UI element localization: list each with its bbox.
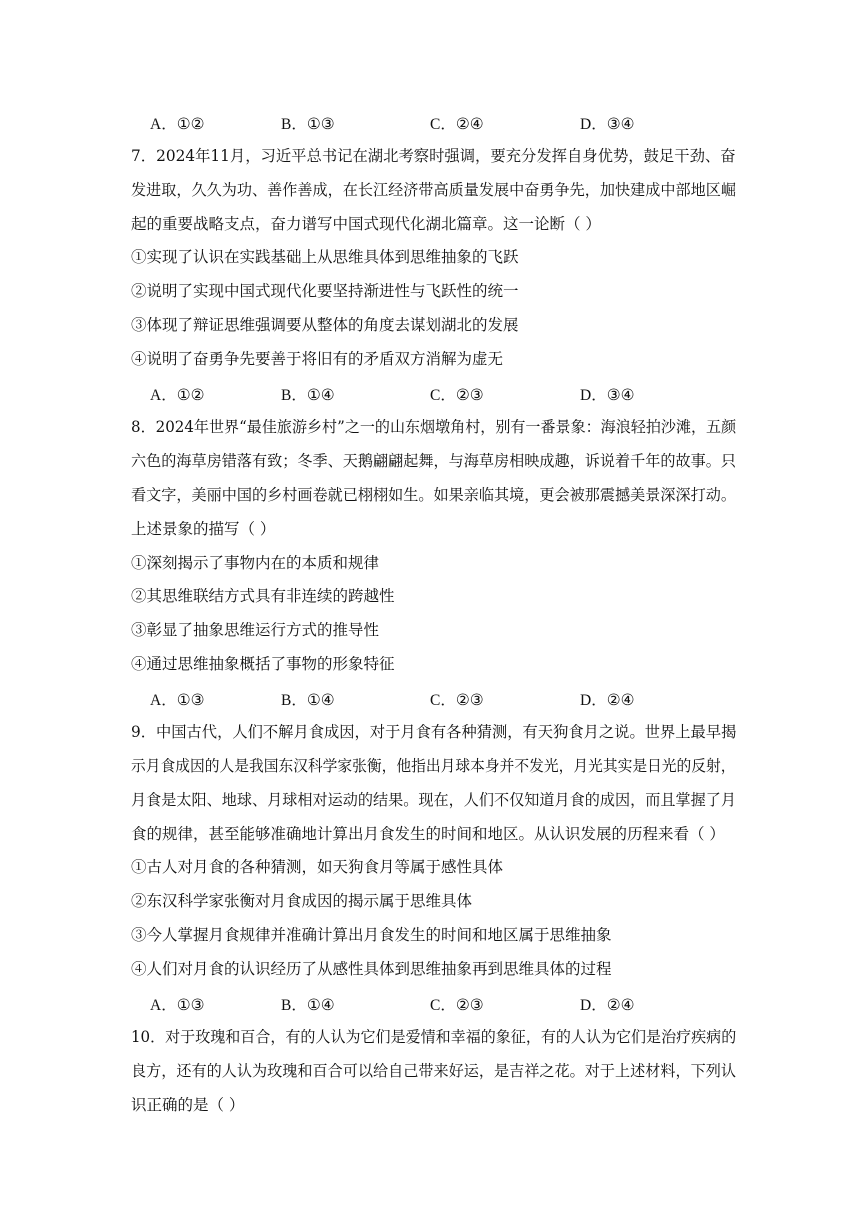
q9-stem-line: 示月食成因的人是我国东汉科学家张衡，他指出月球本身并不发光，月光其实是日光的反射， <box>131 757 736 775</box>
q9-stem-line: 9．中国古代，人们不解月食成因，对于月食有各种猜测，有天狗食月之说。世界上最早揭 <box>131 723 737 741</box>
q9-option-d: D．②④ <box>580 996 635 1014</box>
q10-stem-line: 10．对于玫瑰和百合，有的人认为它们是爱情和幸福的象征，有的人认为它们是治疗疾病的 <box>131 1028 737 1046</box>
q7-option-b: B．①④ <box>281 386 335 404</box>
q8-statement: ④通过思维抽象概括了事物的形象特征 <box>131 655 395 673</box>
q9-statement: ②东汉科学家张衡对月食成因的揭示属于思维具体 <box>131 892 473 910</box>
q7-stem-line: 发进取，久久为功、善作善成，在长江经济带高质量发展中奋勇争先，加快建成中部地区崛 <box>131 181 737 199</box>
q7-option-c: C．②③ <box>430 386 484 404</box>
q6-option-d: D．③④ <box>580 115 635 133</box>
q8-statement: ①深刻揭示了事物内在的本质和规律 <box>131 554 380 572</box>
q8-stem-line: 六色的海草房错落有致；冬季、天鹅翩翩起舞，与海草房相映成趣，诉说着千年的故事。只 <box>131 452 737 470</box>
q7-statement: ①实现了认识在实践基础上从思维具体到思维抽象的飞跃 <box>131 248 519 266</box>
q9-option-b: B．①④ <box>281 996 335 1014</box>
q9-options <box>150 993 710 1015</box>
q6-option-a: A．①② <box>150 115 205 133</box>
q7-options <box>150 383 710 405</box>
q8-option-d: D．②④ <box>580 691 635 709</box>
q8-option-a: A．①③ <box>150 691 205 709</box>
q7-stem-line: 起的重要战略支点，奋力谱写中国式现代化湖北篇章。这一论断（ ） <box>131 215 601 233</box>
q9-statement: ①古人对月食的各种猜测，如天狗食月等属于感性具体 <box>131 858 504 876</box>
q8-options <box>150 688 710 710</box>
q8-option-b: B．①④ <box>281 691 335 709</box>
q7-statement: ③体现了辩证思维强调要从整体的角度去谋划湖北的发展 <box>131 316 519 334</box>
q10-stem-line: 良方，还有的人认为玫瑰和百合可以给自己带来好运，是吉祥之花。对于上述材料，下列认 <box>131 1062 737 1080</box>
q8-statement: ②其思维联结方式具有非连续的跨越性 <box>131 587 395 605</box>
q7-statement: ④说明了奋勇争先要善于将旧有的矛盾双方消解为虚无 <box>131 350 504 368</box>
q7-statement: ②说明了实现中国式现代化要坚持渐进性与飞跃性的统一 <box>131 282 519 300</box>
q8-stem-line: 8．2024年世界“最佳旅游乡村”之一的山东烟墩角村，别有一番景象：海浪轻拍沙滩，五颜 <box>131 418 737 436</box>
q9-stem-line: 食的规律，甚至能够准确地计算出月食发生的时间和地区。从认识发展的历程来看（ ） <box>131 825 725 843</box>
q6-options <box>150 112 710 134</box>
q9-stem-line: 月食是太阳、地球、月球相对运动的结果。现在，人们不仅知道月食的成因，而且掌握了月 <box>131 791 737 809</box>
q7-option-a: A．①② <box>150 386 205 404</box>
q8-stem-line: 上述景象的描写（ ） <box>131 520 276 538</box>
q7-option-d: D．③④ <box>580 386 635 404</box>
q6-option-c: C．②④ <box>430 115 484 133</box>
q7-stem-line: 7．2024年11月，习近平总书记在湖北考察时强调，要充分发挥自身优势，鼓足干劲、奋 <box>131 147 736 165</box>
q8-option-c: C．②③ <box>430 691 484 709</box>
q9-statement: ④人们对月食的认识经历了从感性具体到思维抽象再到思维具体的过程 <box>131 960 612 978</box>
q9-statement: ③今人掌握月食规律并准确计算出月食发生的时间和地区属于思维抽象 <box>131 926 612 944</box>
q8-statement: ③彰显了抽象思维运行方式的推导性 <box>131 621 380 639</box>
q9-option-a: A．①③ <box>150 996 205 1014</box>
q8-stem-line: 看文字，美丽中国的乡村画卷就已栩栩如生。如果亲临其境，更会被那震撼美景深深打动。 <box>131 486 737 504</box>
q9-option-c: C．②③ <box>430 996 484 1014</box>
q10-stem-line: 识正确的是（ ） <box>131 1096 245 1114</box>
q6-option-b: B．①③ <box>281 115 335 133</box>
